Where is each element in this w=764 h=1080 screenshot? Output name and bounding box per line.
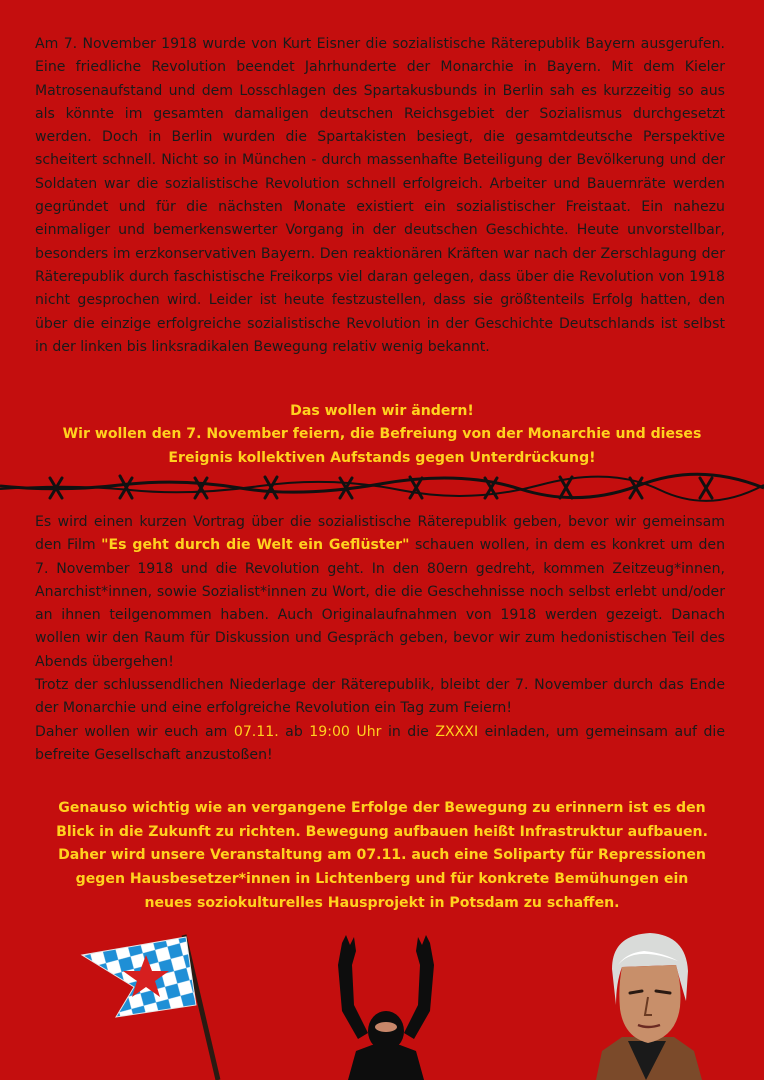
call-to-action bbox=[20, 400, 744, 470]
portrait-illustration-icon bbox=[582, 925, 712, 1080]
closing-line-2: Blick in die Zukunft zu richten. Bewegung aufbauen heißt Infrastruktur aufbauen. bbox=[56, 823, 708, 840]
barbed-wire-divider-icon bbox=[0, 470, 764, 510]
raised-fists-figure-icon bbox=[318, 935, 458, 1080]
event-venue: ZXXXI bbox=[435, 723, 479, 740]
intro-text: Am 7. November 1918 wurde von Kurt Eisner die sozialistische Räterepublik Bayern ausgerufen. Eine friedliche Revolution beendet Jahrhunderte der Monarchie in Bayern. Mit dem Kieler Matrosenaufstand und dem Losschlagen des Spartakusbunds in Berlin sah es kurzzeitig so aus als könnte im gesamten damaligen deutschen Reichsgebiet der Sozialismus durchgesetzt werden. Doch in Berlin wurden die Spartakisten besiegt, die gesamtdeutsche Perspektive scheitert schnell. Nicht so in München - durch massenhafte Beteiligung der Bevölkerung und der Soldaten war die sozialistische Revolution schnell erfolgreich. Arbeiter und Bauernräte werden gegründet und für die nächsten Monate existiert ein sozialistischer Freistaat. Ein nahezu einmaliger und bemerkenswerter Vorgang in der deutschen Geschichte. Heute unvorstellbar, besonders im erzkonservativen Bayern. Den reaktionären Kräften war nach der Zerschlagung der Räterepublik durch faschistische Freikorps viel daran gelegen, dass über die Revolution von 1918 nicht gesprochen wird. Leider ist heute festzustellen, dass sie größtenteils Erfolg hatten, den über die einzige erfolgreiche sozialistische Revolution in der Geschichte Deutschlands ist selbst in der linken bis linksradikalen Bewegung relativ wenig bekannt. bbox=[35, 36, 725, 355]
event-date: 07.11. bbox=[233, 723, 279, 740]
closing-line-4: gegen Hausbesetzer*innen in Lichtenberg und für konkrete Bemühungen ein bbox=[75, 871, 689, 888]
closing-line-3: Daher wird unsere Veranstaltung am 07.11. auch eine Soliparty für Repressionen bbox=[58, 847, 706, 864]
closing-statement bbox=[20, 797, 744, 916]
event-paragraph-2: Trotz der schlussendlichen Niederlage der Räterepublik, bleibt der 7. November durch das Ende der Monarchie und eine erfolgreiche Revolution ein Tag zum Feiern! bbox=[35, 677, 725, 717]
bavarian-flag-icon bbox=[76, 925, 226, 1080]
event-time: 19:00 Uhr bbox=[309, 723, 382, 740]
closing-line-5: neues soziokulturelles Hausprojekt in Potsdam zu schaffen. bbox=[144, 894, 620, 911]
event-paragraph-1: Es wird einen kurzen Vortrag über die sozialistische Räterepublik geben, bevor wir gemeinsam den Film "Es geht durch die Welt ein Geflüster" schauen wollen, in dem es konkret um den 7. November 1918 und die Revolution geht. In den 80ern gedreht, kommen Zeitzeug*innen, Anarchist*innen, sowie Sozialist*innen zu Wort, die die Geschehnisse noch selbst erlebt und/oder an ihnen teilgenommen haben. Auch Originalaufnahmen von 1918 werden gezeigt. Danach wollen wir den Raum für Diskussion und Gespräch geben, bevor wir zum hedonistischen Teil des Abends übergehen! bbox=[35, 514, 726, 670]
intro-paragraph bbox=[35, 33, 725, 359]
closing-line-1: Genauso wichtig wie an vergangene Erfolge der Bewegung zu erinnern ist es den bbox=[58, 800, 706, 816]
call-line-2: Wir wollen den 7. November feiern, die Befreiung von der Monarchie und dieses bbox=[62, 426, 702, 443]
film-title: "Es geht durch die Welt ein Geflüster" bbox=[101, 537, 410, 554]
event-paragraph-3: Daher wollen wir euch am 07.11. ab 19:00 Uhr in die ZXXXI einladen, um gemeinsam auf die befreite Gesellschaft anzustoßen! bbox=[35, 723, 726, 763]
call-line-1: Das wollen wir ändern! bbox=[290, 403, 474, 419]
call-line-3: Ereignis kollektiven Aufstands gegen Unterdrückung! bbox=[168, 449, 596, 466]
event-description bbox=[35, 511, 725, 767]
